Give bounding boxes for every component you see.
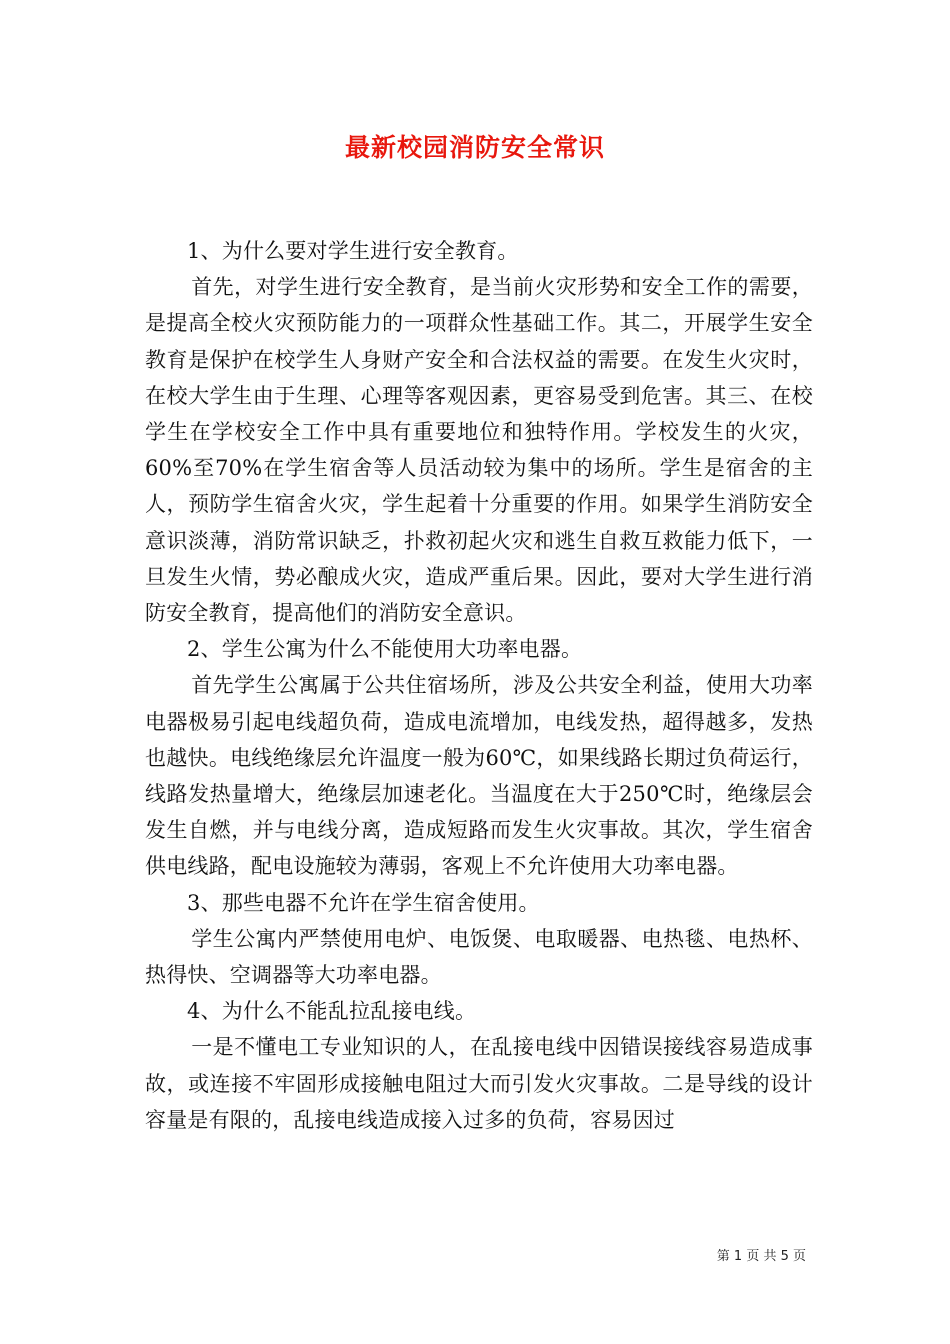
section-body-2: 首先学生公寓属于公共住宿场所，涉及公共安全利益，使用大功率电器极易引起电线超负荷，造成电流增加，电线发热，超得越多，发热也越快。电线绝缘层允许温度一般为60℃，如果线路长期过负荷运行，线路发热量增大，绝缘层加速老化。当温度在大于250℃时，绝缘层会发生自燃，并与电线分离，造成短路而发生火灾事故。其次，学生宿舍供电线路，配电设施较为薄弱，客观上不允许使用大功率电器。 [145, 673, 813, 879]
section-body-1: 首先，对学生进行安全教育，是当前火灾形势和安全工作的需要，是提高全校火灾预防能力的一项群众性基础工作。其二，开展学生安全教育是保护在校学生人身财产安全和合法权益的需要。在发生火灾时，在校大学生由于生理、心理等客观因素，更容易受到危害。其三、在校学生在学校安全工作中具有重要地位和独特作用。学校发生的火灾，60%至70%在学生宿舍等人员活动较为集中的场所。学生是宿舍的主人，预防学生宿舍火灾，学生起着十分重要的作用。如果学生消防安全意识淡薄，消防常识缺乏，扑救初起火灾和逃生自救互救能力低下，一旦发生火情，势必酿成火灾，造成严重后果。因此，要对大学生进行消防安全教育，提高他们的消防安全意识。 [145, 275, 813, 626]
section-heading-2: 2、学生公寓为什么不能使用大功率电器。 [187, 637, 583, 662]
section-body-3: 学生公寓内严禁使用电炉、电饭煲、电取暖器、电热毯、电热杯、热得快、空调器等大功率电器。 [145, 926, 813, 988]
section-heading-3: 3、那些电器不允许在学生宿舍使用。 [187, 890, 540, 915]
document-body [145, 233, 813, 1138]
section-heading-4: 4、为什么不能乱拉乱接电线。 [187, 999, 477, 1024]
section-heading-1: 1、为什么要对学生进行安全教育。 [187, 239, 519, 263]
page-title: 最新校园消防安全常识 [344, 133, 605, 162]
page-number: 第 1 页 共 5 页 [716, 1249, 806, 1264]
section-body-4: 一是不懂电工专业知识的人，在乱接电线中因错误接线容易造成事故，或连接不牢固形成接触电阻过大而引发火灾事故。二是导线的设计容量是有限的，乱接电线造成接入过多的负荷，容易因过 [145, 1035, 813, 1132]
